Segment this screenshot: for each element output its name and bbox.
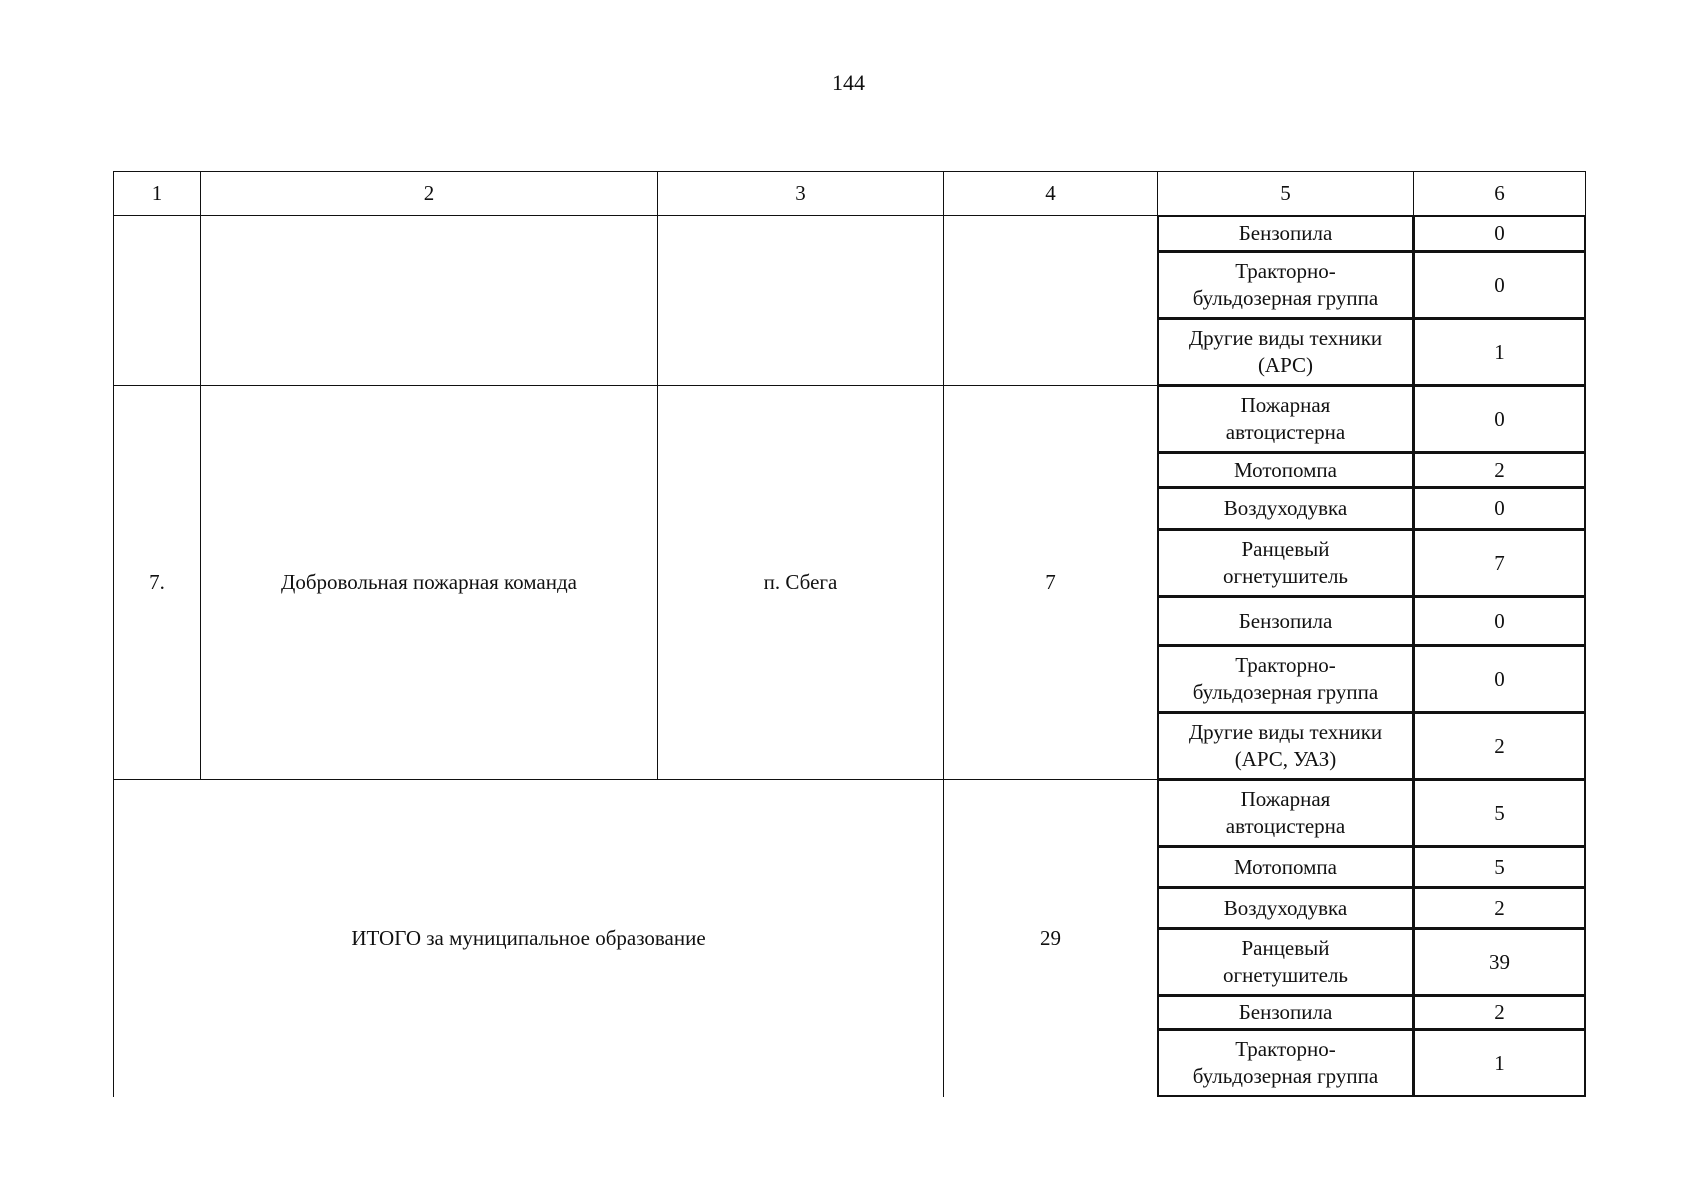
equipment-name: Мотопомпа [1157,452,1414,488]
unit-location: п. Сбега [657,385,944,780]
page-number: 144 [832,70,865,95]
equipment-name: Бензопила [1157,596,1414,646]
header-cell: 5 [1157,171,1414,216]
equipment-count: 1 [1413,1029,1586,1097]
equipment-count: 2 [1413,887,1586,929]
equipment-count: 2 [1413,712,1586,780]
equipment-name: Тракторно- бульдозерная группа [1157,251,1414,319]
header-cell: 6 [1413,171,1586,216]
equipment-count: 39 [1413,928,1586,996]
equipment-count: 1 [1413,318,1586,386]
equipment-name: Ранцевый огнетушитель [1157,529,1414,597]
header-cell: 2 [200,171,658,216]
equipment-name: Воздуходувка [1157,887,1414,929]
equipment-name: Тракторно- бульдозерная группа [1157,645,1414,713]
equipment-count: 0 [1413,385,1586,453]
header-cell: 1 [113,171,201,216]
total-label: ИТОГО за муниципальное образование [113,779,944,1097]
equipment-name: Бензопила [1157,215,1414,252]
equipment-name: Бензопила [1157,995,1414,1030]
empty-cell [943,215,1158,386]
empty-cell [657,215,944,386]
header-cell: 3 [657,171,944,216]
equipment-count: 5 [1413,779,1586,847]
equipment-count: 0 [1413,215,1586,252]
empty-cell [113,215,201,386]
equipment-count: 2 [1413,995,1586,1030]
equipment-count: 0 [1413,251,1586,319]
equipment-name: Ранцевый огнетушитель [1157,928,1414,996]
row-number: 7. [113,385,201,780]
equipment-name: Тракторно- бульдозерная группа [1157,1029,1414,1097]
total-staff: 29 [943,779,1158,1097]
equipment-count: 5 [1413,846,1586,888]
equipment-name: Мотопомпа [1157,846,1414,888]
equipment-name: Другие виды техники (АРС, УАЗ) [1157,712,1414,780]
equipment-name: Воздуходувка [1157,487,1414,530]
empty-cell [200,215,658,386]
equipment-count: 0 [1413,596,1586,646]
equipment-name: Другие виды техники (АРС) [1157,318,1414,386]
equipment-count: 7 [1413,529,1586,597]
staff-count: 7 [943,385,1158,780]
equipment-name: Пожарная автоцистерна [1157,779,1414,847]
header-cell: 4 [943,171,1158,216]
equipment-count: 2 [1413,452,1586,488]
equipment-count: 0 [1413,645,1586,713]
equipment-count: 0 [1413,487,1586,530]
equipment-name: Пожарная автоцистерна [1157,385,1414,453]
unit-name: Добровольная пожарная команда [200,385,658,780]
